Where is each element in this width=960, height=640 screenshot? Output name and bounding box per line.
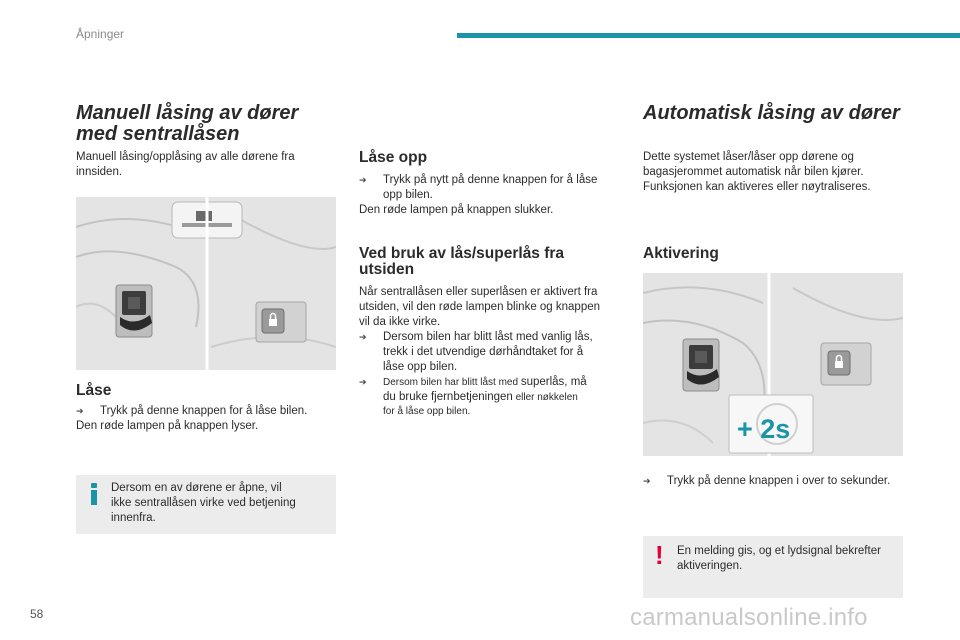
unlock-bullet-line-1: Trykk på nytt på denne knappen for å låse	[383, 174, 598, 186]
right-title-wrap	[643, 103, 900, 124]
section-label: Åpninger	[76, 27, 125, 41]
right-p-line-3: Funksjonen kan aktiveres eller nøytraliseres.	[643, 181, 871, 193]
unlock-note: Den røde lampen på knappen slukker.	[359, 204, 554, 216]
watermark: carmanualsonline.info	[630, 604, 868, 631]
plus-2s-badge: + 2s	[737, 414, 791, 444]
unlock-heading: Låse opp	[359, 149, 428, 166]
outside-bullet-1	[359, 330, 631, 375]
unlock-block	[359, 173, 629, 218]
warning-icon: !	[655, 540, 664, 570]
outside-bullet-2	[359, 375, 631, 418]
bullet-arrow-icon: ➔	[359, 175, 367, 185]
info-icon	[90, 483, 98, 505]
outside-heading-line-1: Ved bruk av lås/superlås fra	[359, 245, 565, 262]
b1-line-3: låse opp bilen.	[383, 361, 458, 373]
outside-heading-line-2: utsiden	[359, 261, 415, 278]
activation-bullet-text: Trykk på denne knappen i over to sekunder.	[667, 475, 891, 487]
b2-line-1b: superlås, må	[520, 376, 587, 388]
b2-line-3: for å låse opp bilen.	[383, 406, 471, 417]
left-title	[76, 103, 336, 145]
info-box	[76, 475, 336, 534]
outside-block	[359, 285, 631, 418]
warning-text	[677, 544, 901, 574]
b2-line-1a: Dersom bilen har blitt låst med	[383, 377, 521, 388]
activation-heading-wrap	[643, 246, 719, 262]
dashboard-photo-left	[76, 197, 336, 370]
bullet-arrow-icon: ➔	[359, 332, 367, 342]
unlock-bullet	[359, 173, 629, 203]
b1-line-1: Dersom bilen har blitt låst med vanlig lås,	[383, 331, 593, 343]
page-number: 58	[30, 607, 44, 621]
unlock-bullet-line-2: opp bilen.	[383, 189, 433, 201]
left-intro	[76, 150, 338, 180]
lock-note: Den røde lampen på knappen lyser.	[76, 420, 259, 432]
lock-bullet	[76, 404, 338, 419]
info-text	[111, 481, 331, 526]
lock-block	[76, 404, 338, 434]
bullet-arrow-icon: ➔	[643, 476, 651, 486]
lock-heading: Låse	[76, 382, 112, 399]
b2-line-2a: du bruke fjernbetjeningen	[383, 391, 513, 403]
info-line-1: Dersom en av dørene er åpne, vil	[111, 482, 282, 494]
intro-line-1: Manuell låsing/opplåsing av alle dørene fra	[76, 151, 295, 163]
b1-line-2: trekk i det utvendige dørhåndtaket for å	[383, 346, 584, 358]
right-title: Automatisk låsing av dører	[643, 102, 900, 124]
lock-heading-wrap	[76, 383, 111, 399]
outside-p-line-1: Når sentrallåsen eller superlåsen er aktivert fra	[359, 286, 598, 298]
title-line-1: Manuell låsing av dører	[76, 102, 299, 124]
right-p-line-2: bagasjerommet automatisk når bilen kjører.	[643, 166, 864, 178]
bullet-arrow-icon: ➔	[76, 406, 84, 416]
lock-bullet-text: Trykk på denne knappen for å låse bilen.	[100, 405, 308, 417]
outside-p-line-3: vil da ikke virke.	[359, 316, 441, 328]
intro-line-2: innsiden.	[76, 166, 123, 178]
activation-bullet-row	[643, 474, 913, 489]
outside-heading-wrap	[359, 246, 629, 278]
right-intro	[643, 150, 913, 195]
bullet-arrow-icon: ➔	[359, 377, 367, 387]
info-line-3: innenfra.	[111, 512, 156, 524]
activation-heading: Aktivering	[643, 245, 719, 262]
activation-bullet	[643, 474, 913, 489]
warning-box	[643, 536, 903, 598]
title-line-2: med sentrallåsen	[76, 123, 240, 145]
unlock-heading-wrap	[359, 150, 427, 166]
info-line-2: ikke sentrallåsen virke ved betjening	[111, 497, 296, 509]
right-p-line-1: Dette systemet låser/låser opp dørene og	[643, 151, 854, 163]
outside-p-line-2: utsiden, vil den røde lampen blinke og knappen	[359, 301, 601, 313]
warning-line-2: aktiveringen.	[677, 560, 743, 572]
b2-line-2b: eller nøkkelen	[512, 392, 578, 403]
header-accent-bar	[457, 33, 960, 38]
warning-line-1: En melding gis, og et lydsignal bekrefter	[677, 545, 881, 557]
